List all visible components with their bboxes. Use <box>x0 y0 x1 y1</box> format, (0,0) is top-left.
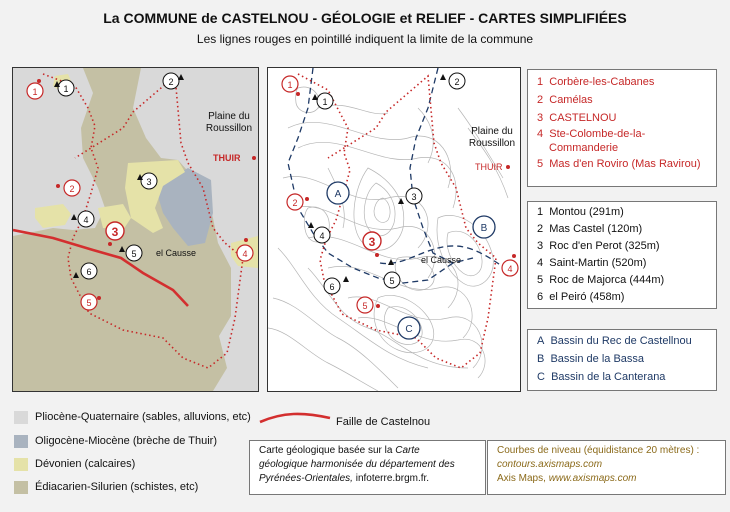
legend-label: Pliocène-Quaternaire (sables, alluvions, etc) <box>35 411 251 423</box>
svg-text:6: 6 <box>329 282 335 292</box>
basin-row: B Bassin de la Bassa <box>537 353 645 365</box>
legend-swatch <box>14 481 28 494</box>
page-subtitle: Les lignes rouges en pointillé indiquent la limite de la commune <box>196 32 534 46</box>
svg-text:5: 5 <box>131 249 137 259</box>
geology-map <box>12 67 259 392</box>
relief-marker-black-6 <box>324 276 349 294</box>
svg-text:4: 4 <box>242 249 248 259</box>
summit-row: 2 Mas Castel (120m) <box>537 223 643 235</box>
relief-map <box>267 67 521 392</box>
relief-marker-black-5 <box>384 259 400 288</box>
basin-marker-c <box>398 317 420 339</box>
svg-text:1: 1 <box>63 84 69 94</box>
svg-text:5: 5 <box>389 276 395 286</box>
page-title: La COMMUNE de CASTELNOU - GÉOLOGIE et RELIEF - CARTES SIMPLIFIÉES <box>103 10 627 26</box>
svg-text:5: 5 <box>362 301 368 311</box>
place-row: Commanderie <box>549 142 619 154</box>
legend-label: Dévonien (calcaires) <box>35 458 136 470</box>
relief-plaine-label-2: Roussillon <box>468 138 516 149</box>
svg-text:2: 2 <box>69 184 75 194</box>
svg-text:4: 4 <box>507 264 513 274</box>
summit-row: 4 Saint-Martin (520m) <box>537 257 647 269</box>
contour-source-note: Courbes de niveau (équidistance 20 mètres) : contours.axismaps.com Axis Maps, www.axismaps.com <box>487 440 726 495</box>
fault-legend-line <box>258 408 338 428</box>
thuir-label: THUIR <box>213 153 241 163</box>
relief-marker-black-3 <box>398 188 422 204</box>
basin-row: C Bassin de la Canterana <box>537 371 666 383</box>
basin-divider-2 <box>410 68 473 263</box>
relief-thuir-label: THUIR <box>475 162 503 172</box>
place-row: 4 Ste-Colombe-de-la- <box>537 128 646 140</box>
svg-text:2: 2 <box>292 198 298 208</box>
plaine-label-1: Plaine du <box>208 111 250 122</box>
legend-label: Édiacarien-Silurien (schistes, etc) <box>35 481 199 493</box>
geology-map-svg <box>13 68 258 391</box>
basin-marker-a <box>327 182 349 204</box>
svg-text:C: C <box>405 324 413 335</box>
place-row: 2 Camélas <box>537 94 593 106</box>
svg-text:4: 4 <box>319 231 325 241</box>
place-row: 5 Mas d'en Roviro (Mas Ravirou) <box>537 158 701 170</box>
fault-legend-label: Faille de Castelnou <box>336 416 431 428</box>
relief-map-svg <box>268 68 520 391</box>
summit-row: 1 Montou (291m) <box>537 206 624 218</box>
legend-swatch <box>14 411 28 424</box>
svg-text:5: 5 <box>86 298 92 308</box>
place-row: 3 CASTELNOU <box>537 112 617 124</box>
relief-marker-red-5 <box>357 297 380 313</box>
svg-text:1: 1 <box>32 87 38 97</box>
svg-text:3: 3 <box>411 192 417 202</box>
causse-label: el Causse <box>156 248 197 258</box>
svg-text:1: 1 <box>322 97 328 107</box>
summit-row: 3 Roc d'en Perot (325m) <box>537 240 660 252</box>
summits-box <box>527 201 717 309</box>
geology-source-note: Carte géologique basée sur la Carte géologique harmonisée du département des Pyrénées-Orientales, infoterre.brgm.fr. <box>249 440 486 495</box>
relief-marker-black-1 <box>312 93 333 109</box>
plaine-label-2: Roussillon <box>205 123 253 134</box>
basin-row: A Bassin du Rec de Castellnou <box>537 335 692 347</box>
commune-boundary-relief <box>298 74 496 368</box>
svg-text:6: 6 <box>86 267 92 277</box>
relief-plaine-label-1: Plaine du <box>471 126 513 137</box>
summit-row: 5 Roc de Majorca (444m) <box>537 274 665 286</box>
places-box <box>527 69 717 187</box>
svg-text:3: 3 <box>146 177 152 187</box>
svg-text:4: 4 <box>83 215 89 225</box>
marker-black-6 <box>73 263 97 279</box>
svg-text:2: 2 <box>168 77 174 87</box>
relief-marker-red-3 <box>363 232 381 257</box>
relief-causse-label: el Causse <box>421 255 462 265</box>
svg-text:2: 2 <box>454 77 460 87</box>
basin-marker-b <box>473 216 495 238</box>
marker-red-5 <box>81 294 101 310</box>
relief-marker-red-2 <box>287 194 309 210</box>
fault-line <box>13 230 188 306</box>
summit-row: 6 el Peiró (458m) <box>537 291 625 303</box>
legend-swatch <box>14 458 28 471</box>
svg-text:3: 3 <box>111 225 119 239</box>
svg-text:1: 1 <box>287 80 293 90</box>
svg-text:B: B <box>480 223 488 234</box>
basins-box <box>527 329 717 391</box>
relief-marker-red-4 <box>502 254 518 276</box>
relief-marker-black-2 <box>440 73 465 89</box>
place-row: 1 Corbère-les-Cabanes <box>537 76 655 88</box>
marker-red-3 <box>106 222 124 246</box>
legend-label: Oligocène-Miocène (brèche de Thuir) <box>35 435 217 447</box>
svg-text:3: 3 <box>368 235 376 249</box>
svg-text:A: A <box>334 189 342 200</box>
relief-marker-black-4 <box>308 222 330 243</box>
legend-swatch <box>14 435 28 448</box>
relief-marker-red-1 <box>282 76 300 96</box>
